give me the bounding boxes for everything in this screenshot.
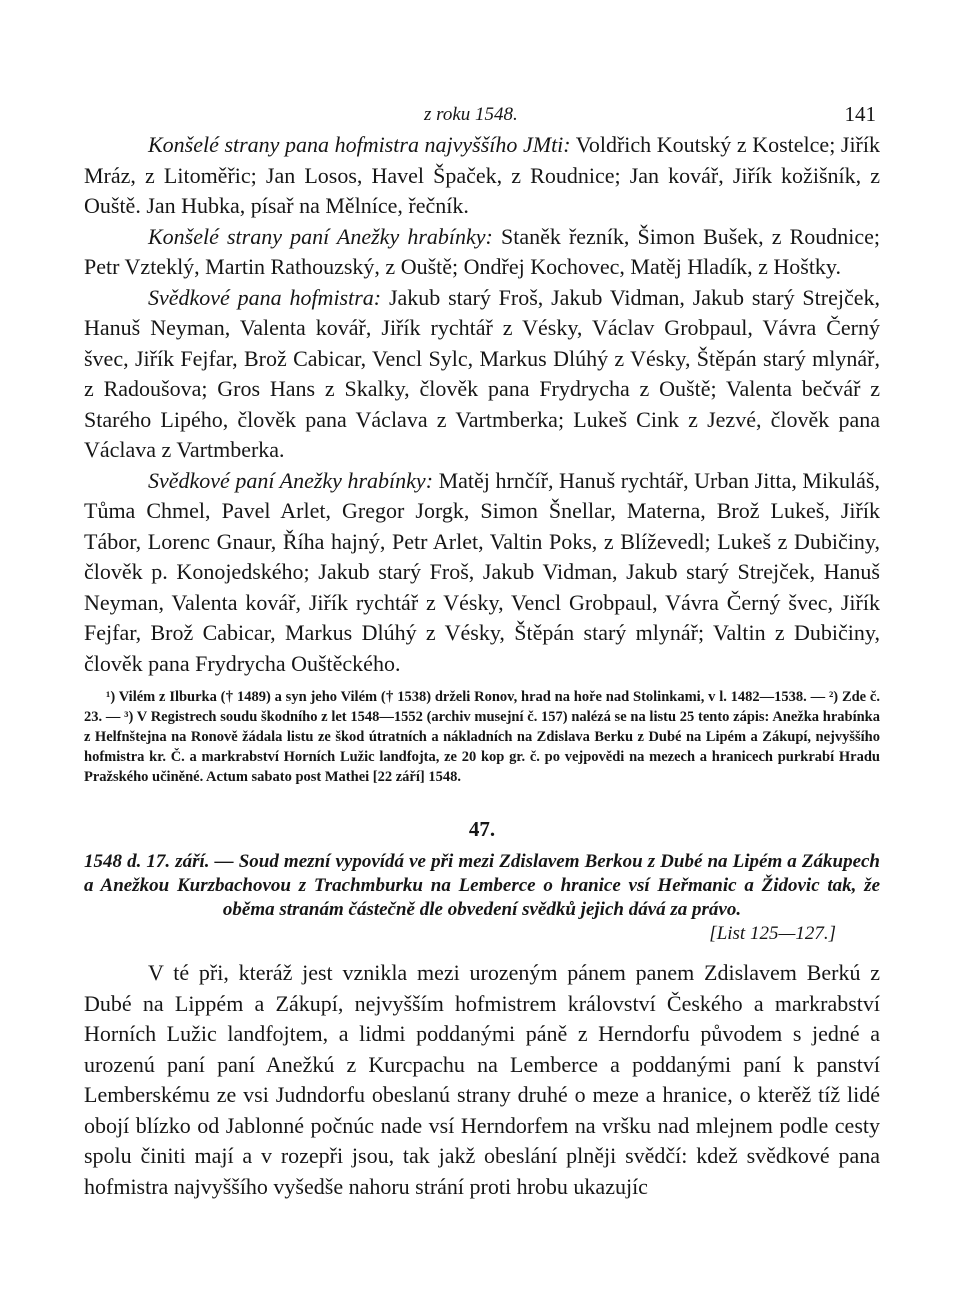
page-number: 141 [844,102,876,126]
paragraph-svedkove-hofmistr [84,283,880,466]
paragraph-konsele-hrabinka [84,222,880,283]
list-reference: [List 125—127.] [709,923,836,944]
paragraph-text: Matěj hrnčíř, Hanuš rychtář, Urban Jitta, Mikuláš, Tůma Chmel, Pavel Arlet, Gregor Jorgk, Simon Šnellar, Materna, Brož Lukeš, Jiřík Tábor, Lorenc Gnaur, Říha hajný, Petr Arlet, Valtin Poks, z Blíževedl; Lukeš z Dubičiny, člověk p. Konojedského; Jakub starý Froš, Jakub Vidman, Jakub starý Strejček, Hanuš Neyman, Valenta kovář, Jiřík rychtář z Vésky, Vencl Grobpaul, Vávra Černý švec, Jiřík Fejfar, Brož Cabicar, Markus Dlúhý z Vésky, Štěpán starý mlynář; Valtin z Dubičiny, člověk pana Frydrycha Ouštěckého. [84,467,880,676]
paragraph-text: Jakub starý Froš, Jakub Vidman, Jakub starý Strejček, Hanuš Neyman, Valenta kovář, Jiřík rychtář z Vésky, Václav Grobpaul, Vávra Černý švec, Jiřík Fejfar, Brož Cabicar, Vencl Sylc, Markus Dlúhý z Vésky, Štěpán starý mlynář, z Radoušova; Gros Hans z Skalky, člověk pana Frydrycha z Ouště; Valenta bečvář z Starého Lipého, člověk pana Václava z Vartmberka; Lukeš Cink z Jezvé, člověk pana Václava z Vartmberka. [84,284,880,462]
running-title: z roku 1548. [424,104,518,125]
paragraph-lead: Svědkové pana hofmistra: [148,284,382,310]
paragraph-lead: Konšelé strany paní Anežky hrabínky: [148,223,493,249]
footnote-text: ¹) Vilém z Ilburka († 1489) a syn jeho Vilém († 1538) drželi Ronov, hrad na hoře nad Stolinkami, v l. 1482—1538. — ²) Zde č. 23. — ³) V Registrech soudu škodního z let 1548—1552 (archiv musejní č. 157) nalézá se na listu 25 tento zápis: Anežka hrabínka z Helfnštejna na Ronově žádala listu ze škod útratních a nákladních na Zdislava Berku z Dubé na Lipém a Zákupí, nejvyššího hofmistra kr. Č. a markrabství Horních Lužic landfojta, ze 20 kop gr. č. po vejpovědi na mezech a hranicech purkrabí Hradu Pražského učiněné. Actum sabato post Mathei [22 září] 1548. [84,689,880,785]
footnotes [84,687,880,787]
section-regest: 1548 d. 17. září. — Soud mezní vypovídá ve při mezi Zdislavem Berkou z Dubé na Lipém a Zákupech a Anežkou Kurzbachovou z Trachmburku na Lemberce o hranice vsí Heřmanic a Židovic tak, že oběma stranám částečně dle obvedení svědků jejich dává za právo. [84,851,880,920]
section-number: 47. [468,817,496,841]
paragraph-text: Staněk řezník, Šimon Bušek, z Roudnice; Petr Vzteklý, Martin Rathouzský, z Ouště; Ondřej Kochovec, Matěj Hladík, z Hoštky. [84,223,881,279]
paragraph-text: Voldřich Koutský z Kostelce; Jiřík Mráz, z Litoměřic; Jan Losos, Havel Špaček, z Roudnice; Jan kovář, Jiřík kožišník, z Ouště. Jan Hubka, písař na Mělníce, řečník. [84,132,880,218]
section-body [84,958,880,1202]
paragraph-konsele-hofmistr [84,130,880,222]
paragraph-svedkove-hrabinka [84,466,880,680]
paragraph-lead: Svědkové paní Anežky hrabínky: [148,467,434,493]
document-page [84,96,880,1202]
page-header [84,96,880,130]
paragraph-lead: Konšelé strany pana hofmistra najvyššího JMti: [148,132,571,157]
main-paragraph: V té při, kteráž jest vznikla mezi urozeným pánem panem Zdislavem Berkú z Dubé na Lippém a Zákupí, nejvyšším hofmistrem království Českého a markrabství Horních Lužic landfojtem, a lidmi poddanými páně z Herndorfu původem s jedné a urozenú paní paní Anežkú z Kurcpachu na Lemberce a poddanými paní k panství Lemberskému ze vsi Judndorfu obeslanú strany druhé o meze a hranice, o kterěž tíž lidé obojí blízko od Jablonné počnúc nade vsí Herndorfem na vršku nad mlejnem podle cesty spolu činiti mají a v rozepři jsou, tak jakž obeslání plněji svědčí: kdež svědkové pana hofmistra najvyššího vyšedše nahoru strání proti hrobu ukazujíc [84,960,880,1199]
witness-list [84,130,880,679]
